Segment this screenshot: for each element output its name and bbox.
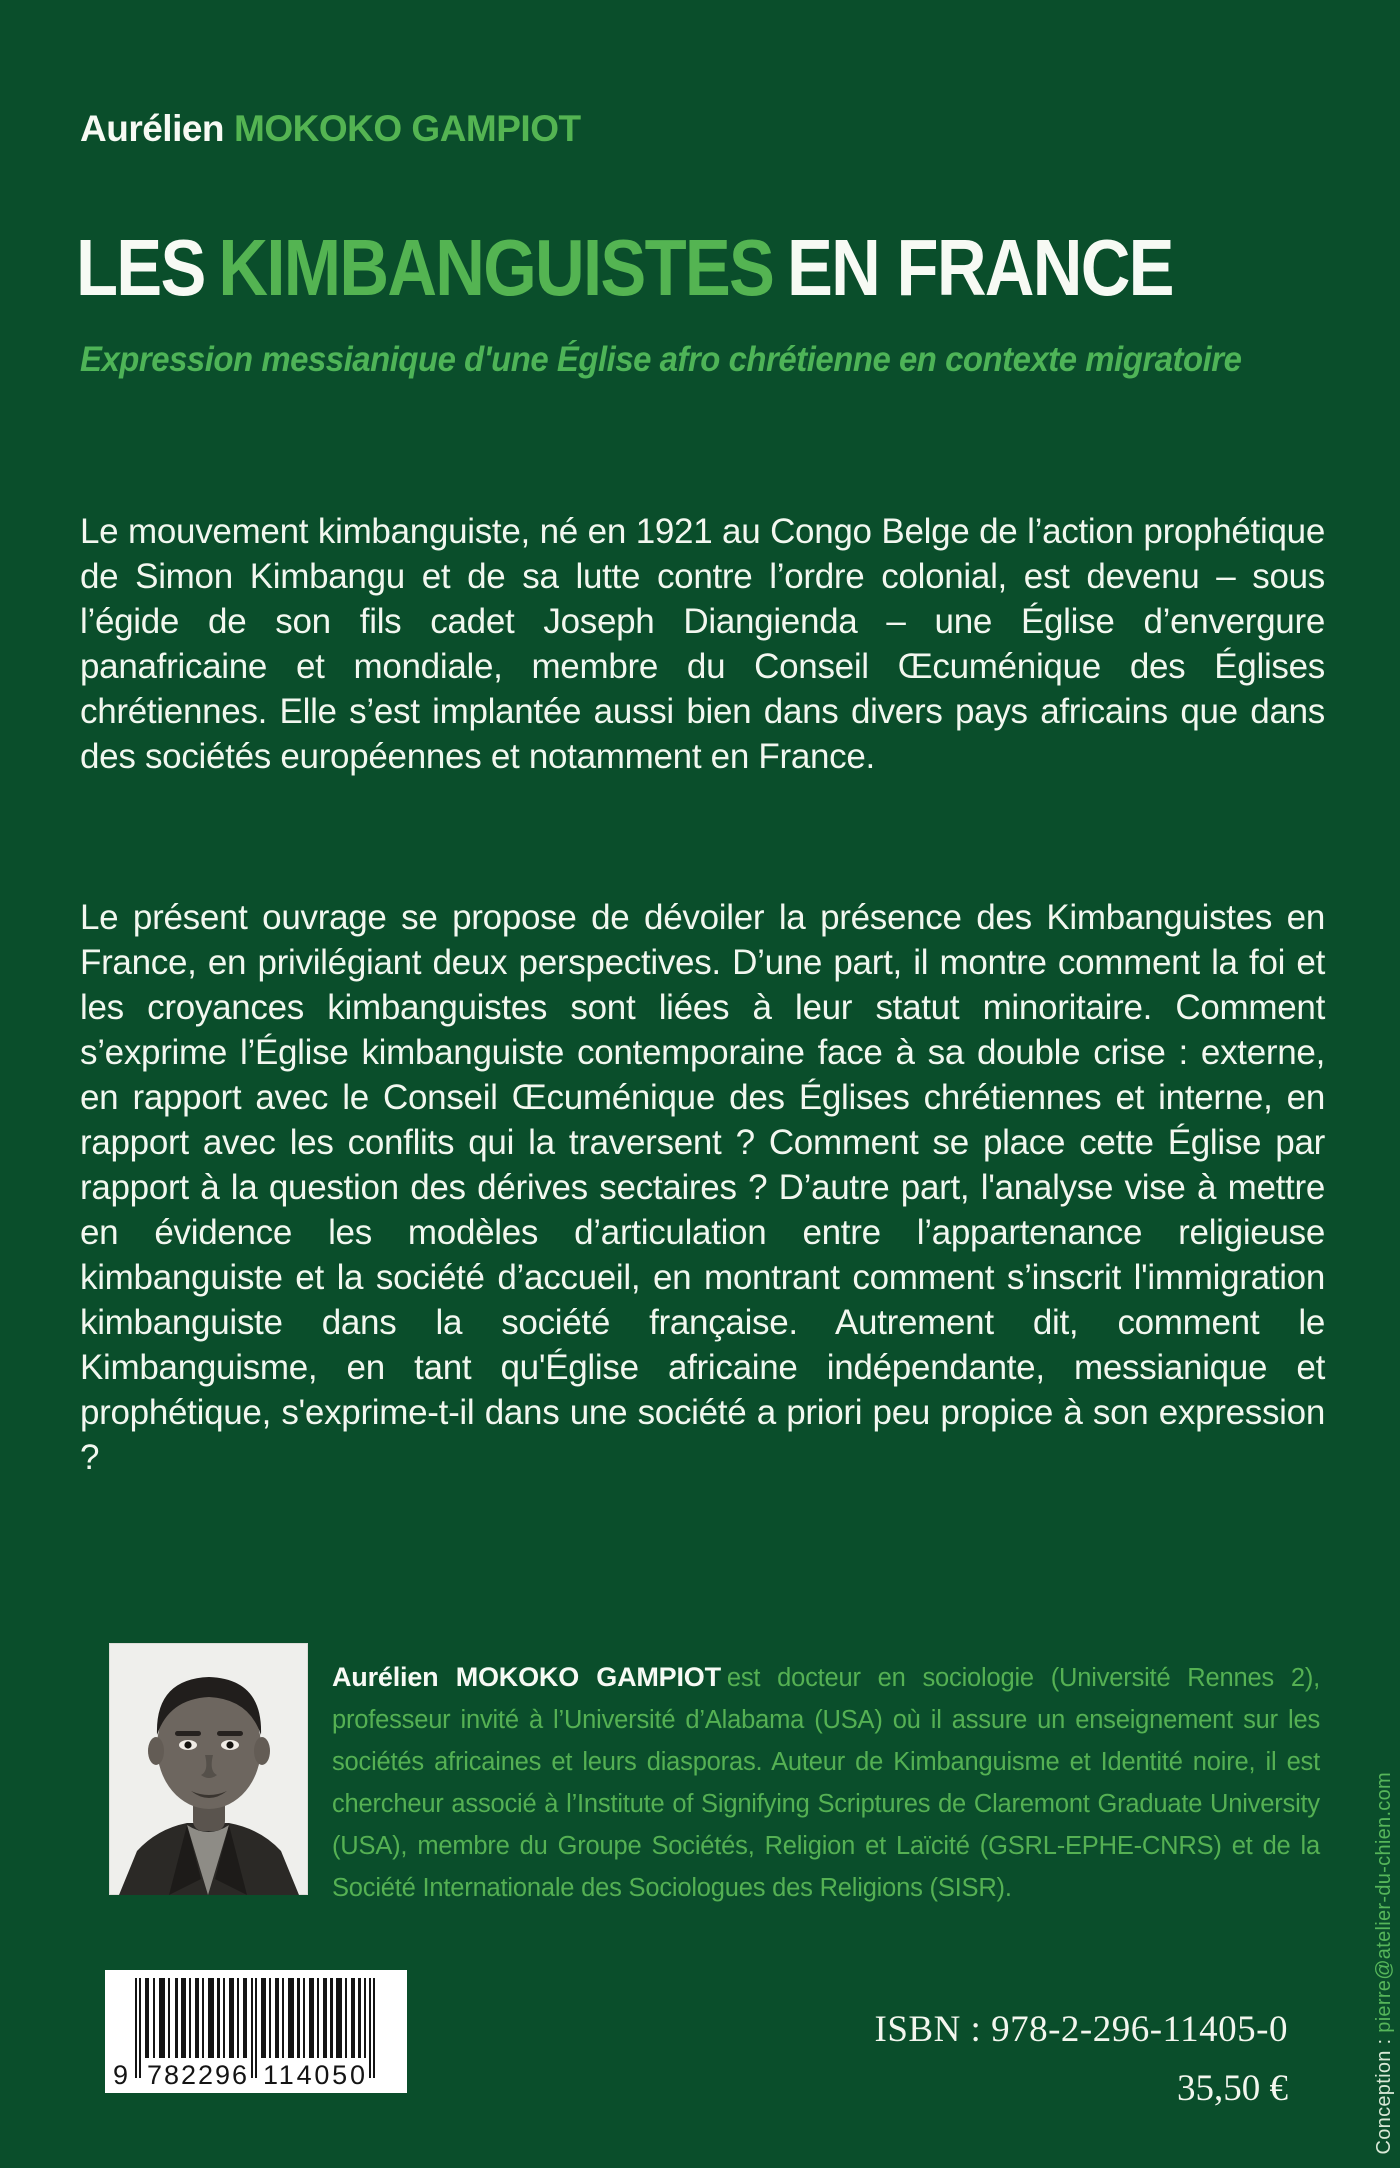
book-subtitle: Expression messianique d'une Église afro chrétienne en contexte migratoire bbox=[80, 340, 1242, 379]
barcode-lead-digit: 9 bbox=[113, 2060, 129, 2090]
title-part-les: LES bbox=[76, 223, 205, 312]
barcode-group-1: 782296 bbox=[147, 2060, 247, 2090]
ean-barcode bbox=[105, 1970, 407, 2093]
synopsis-paragraph-2: Le présent ouvrage se propose de dévoiler la présence des Kimbanguistes en France, en privilégiant deux perspectives. D’une part, il montre comment la foi et les croyances kimbanguistes sont liées à leur statut minoritaire. Comment s’exprime l’Église kimbanguiste contemporaine face à sa double crise : externe, en rapport avec le Conseil Œcuménique des Églises chrétiennes et interne, en rapport avec les conflits qui la traversent ? Comment se place cette Église par rapport à la question des dérives sectaires ? D’autre part, l'analyse vise à mettre en évidence les modèles d’articulation entre l’appartenance religieuse kimbanguiste et la société d’accueil, en montrant comment s’inscrit l'immigration kimbanguiste dans la société française. Autrement dit, comment le Kimbanguisme, en tant qu'Église africaine indépendante, messianique et prophétique, s'exprime-t-il dans une société a priori peu propice à son expression ? bbox=[80, 898, 1325, 1477]
credit-label: Conception : bbox=[1373, 2032, 1395, 2154]
bio-text: est docteur en sociologie (Université Rennes 2), professeur invité à l’Université d’Alabama (USA) où il assure un enseignement sur les sociétés africaines et leurs diasporas. Auteur de Kimbanguisme et Identité noire, il est chercheur associé à l’Institute of Signifying Scriptures de Claremont Graduate University (USA), membre du Groupe Sociétés, Religion et Laïcité (GSRL-EPHE-CNRS) et de la Société Internationale des Sociologues des Religions (SISR). bbox=[332, 1663, 1320, 1902]
author-name bbox=[80, 108, 581, 150]
design-credit bbox=[1373, 1772, 1396, 2155]
barcode-group-2: 114050 bbox=[263, 2060, 365, 2090]
author-first-name: Aurélien bbox=[80, 108, 225, 149]
isbn-text: ISBN : 978-2-296-11405-0 bbox=[874, 2009, 1288, 2050]
isbn-price-block bbox=[875, 2008, 1289, 2110]
title-part-en-france: EN FRANCE bbox=[786, 223, 1173, 312]
author-bio bbox=[332, 1656, 1320, 1909]
bio-author-name: Aurélien MOKOKO GAMPIOT bbox=[332, 1661, 721, 1692]
author-photo bbox=[109, 1643, 308, 1895]
title-part-kimbanguistes: KIMBANGUISTES bbox=[218, 223, 774, 312]
credit-email: pierre@atelier-du-chien.com bbox=[1373, 1771, 1395, 2033]
book-title bbox=[76, 222, 1173, 314]
barcode-digits bbox=[113, 2060, 365, 2090]
author-last-name: MOKOKO GAMPIOT bbox=[234, 108, 581, 149]
price-text: 35,50 € bbox=[1177, 2068, 1288, 2109]
synopsis-paragraph-1: Le mouvement kimbanguiste, né en 1921 au Congo Belge de l’action prophétique de Simon Kimbangu et de sa lutte contre l’ordre colonial, est devenu – sous l’égide de son fils cadet Joseph Diangienda – une Église d’envergure panafricaine et mondiale, membre du Conseil Œcuménique des Églises chrétiennes. Elle s’est implantée aussi bien dans divers pays africains que dans des sociétés européennes et notamment en France. bbox=[80, 512, 1325, 776]
